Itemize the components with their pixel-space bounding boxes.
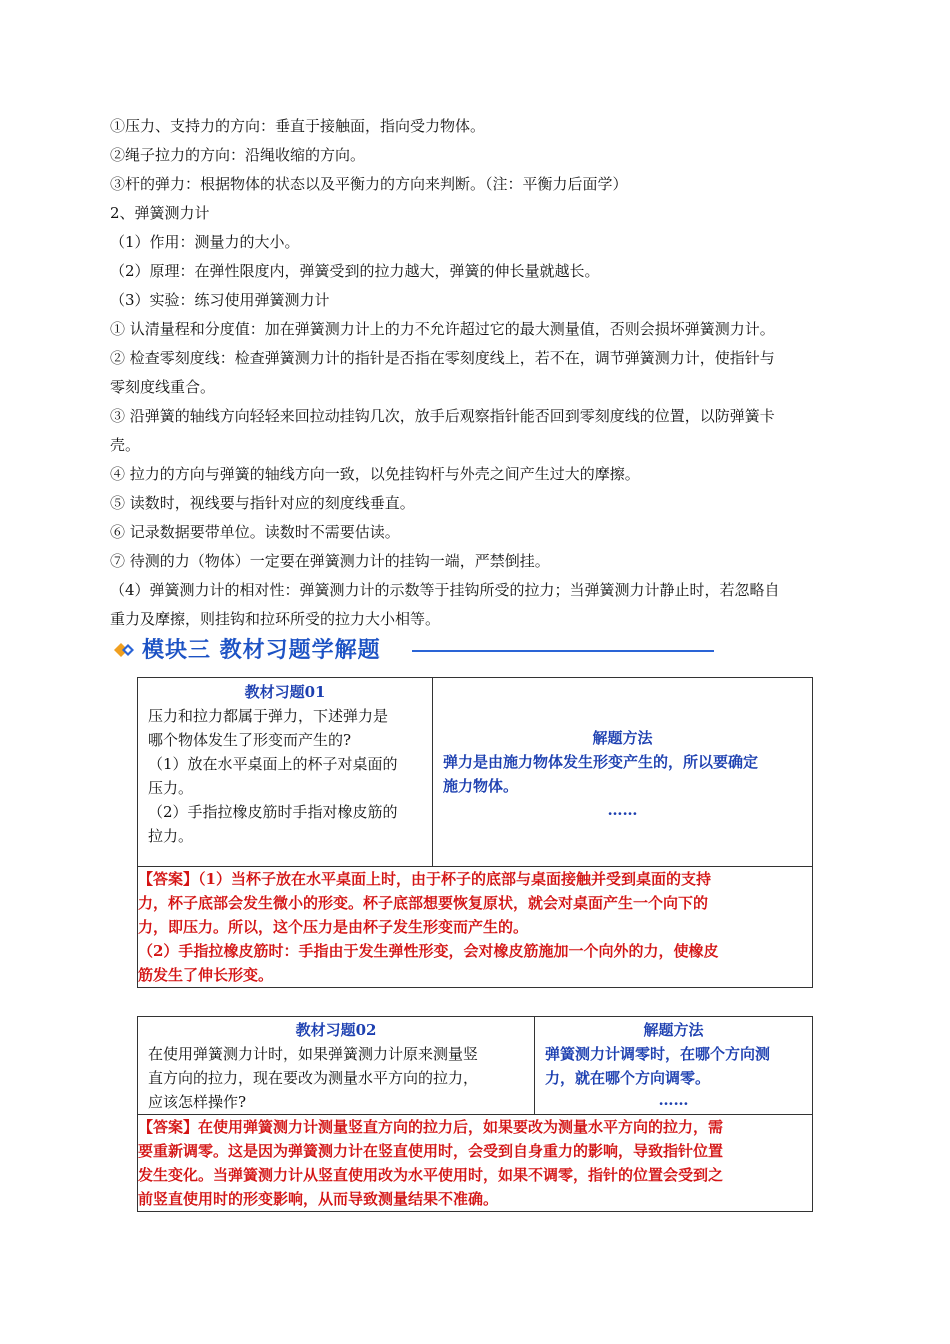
answer-line: 力，即压力。所以，这个压力是由杯子发生形变而产生的。 <box>138 918 529 936</box>
module-title: 模块三 教材习题学解题 <box>142 638 381 663</box>
answer-line: 前竖直使用时的形变影响，从而导致测量结果不准确。 <box>138 1190 499 1208</box>
exercise-01-question-line: （1）放在水平桌面上的杯子对桌面的 <box>148 755 398 773</box>
body-line: ⑦ 待测的力（物体）一定要在弹簧测力计的挂钩一端，严禁倒挂。 <box>110 552 550 570</box>
exercise-01-method-line: 弹力是由施力物体发生形变产生的，所以要确定 <box>443 753 759 771</box>
exercise-01-question-cell <box>138 678 433 867</box>
body-line: （1）作用：测量力的大小。 <box>110 233 300 251</box>
exercise-01-question-line: 压力和拉力都属于弹力，下述弹力是 <box>148 707 389 725</box>
exercise-01-title: 教材习题01 <box>244 683 326 701</box>
answer-line: 发生变化。当弹簧测力计从竖直使用改为水平使用时，如果不调零，指针的位置会受到之 <box>138 1166 724 1184</box>
body-line: （4）弹簧测力计的相对性：弹簧测力计的示数等于挂钩所受的拉力；当弹簧测力计静止时，若忽略自 <box>110 581 780 599</box>
body-line: ⑥ 记录数据要带单位。读数时不需要估读。 <box>110 523 400 541</box>
exercise-01-question-line: 压力。 <box>148 779 194 797</box>
exercise-01-question-line: 哪个物体发生了形变而产生的? <box>148 731 352 749</box>
answer-line: 筋发生了伸长形变。 <box>138 966 274 984</box>
body-text <box>110 112 870 634</box>
exercise-01-method-title: 解题方法 <box>592 729 653 747</box>
exercise-01-method-cell <box>433 678 813 867</box>
body-line: （3）实验：练习使用弹簧测力计 <box>110 291 330 309</box>
diamond-chevron-icon <box>112 638 138 662</box>
exercise-02-question-line: 在使用弹簧测力计时，如果弹簧测力计原来测量竖 <box>148 1045 479 1063</box>
module-header <box>112 634 732 668</box>
answer-line: （2）手指拉橡皮筋时：手指由于发生弹性形变，会对橡皮筋施加一个向外的力，使橡皮 <box>138 942 719 960</box>
exercise-01-table <box>137 677 813 988</box>
body-line: ② 检查零刻度线：检查弹簧测力计的指针是否指在零刻度线上，若不在，调节弹簧测力计，使指针与 <box>110 349 775 367</box>
answer-line: 力，杯子底部会发生微小的形变。杯子底部想要恢复原状，就会对桌面产生一个向下的 <box>138 894 709 912</box>
exercise-02-title: 教材习题02 <box>295 1021 377 1039</box>
body-line: 零刻度线重合。 <box>110 378 216 396</box>
body-line: （2）原理：在弹性限度内，弹簧受到的拉力越大，弹簧的伸长量就越长。 <box>110 262 600 280</box>
body-line: ④ 拉力的方向与弹簧的轴线方向一致，以免挂钩杆与外壳之间产生过大的摩擦。 <box>110 465 640 483</box>
exercise-02-question-line: 应该怎样操作? <box>148 1093 247 1111</box>
body-line: ③杆的弹力：根据物体的状态以及平衡力的方向来判断。（注：平衡力后面学） <box>110 175 628 193</box>
body-line: ①压力、支持力的方向：垂直于接触面，指向受力物体。 <box>110 117 486 135</box>
body-line: 壳。 <box>110 436 141 454</box>
exercise-01-question-line: 拉力。 <box>148 827 194 845</box>
exercise-02-table <box>137 1016 813 1212</box>
body-line: 重力及摩擦，则挂钩和拉环所受的拉力大小相等。 <box>110 610 441 628</box>
body-line: ②绳子拉力的方向：沿绳收缩的方向。 <box>110 146 366 164</box>
body-line: ① 认清量程和分度值：加在弹簧测力计上的力不允许超过它的最大测量值，否则会损坏弹簧测力计。 <box>110 320 775 338</box>
answer-line: 要重新调零。这是因为弹簧测力计在竖直使用时，会受到自身重力的影响，导致指针位置 <box>138 1142 724 1160</box>
exercise-01-ellipsis: …… <box>607 801 638 819</box>
exercise-02-method-line: 弹簧测力计调零时，在哪个方向测 <box>545 1045 771 1063</box>
exercise-02-question-cell <box>138 1017 535 1115</box>
answer-line: 【答案】（1）当杯子放在水平桌面上时，由于杯子的底部与桌面接触并受到桌面的支持 <box>138 870 711 888</box>
exercise-02-method-cell <box>535 1017 813 1115</box>
exercise-02-question-line: 直方向的拉力，现在要改为测量水平方向的拉力， <box>148 1069 479 1087</box>
exercise-02-ellipsis: …… <box>658 1091 689 1109</box>
exercise-01-answer <box>138 867 813 988</box>
body-line: ⑤ 读数时，视线要与指针对应的刻度线垂直。 <box>110 494 415 512</box>
exercise-01-method-line: 施力物体。 <box>443 777 519 795</box>
exercise-02-method-title: 解题方法 <box>643 1021 704 1039</box>
section-heading: 2、弹簧测力计 <box>110 204 210 222</box>
module-divider <box>412 650 714 652</box>
answer-line: 【答案】在使用弹簧测力计测量竖直方向的拉力后，如果要改为测量水平方向的拉力，需 <box>138 1118 724 1136</box>
body-line: ③ 沿弹簧的轴线方向轻轻来回拉动挂钩几次，放手后观察指针能否回到零刻度线的位置，以防弹簧卡 <box>110 407 775 425</box>
exercise-02-method-line: 力，就在哪个方向调零。 <box>545 1069 711 1087</box>
exercise-01-question-line: （2）手指拉橡皮筋时手指对橡皮筋的 <box>148 803 398 821</box>
exercise-02-answer <box>138 1115 813 1212</box>
